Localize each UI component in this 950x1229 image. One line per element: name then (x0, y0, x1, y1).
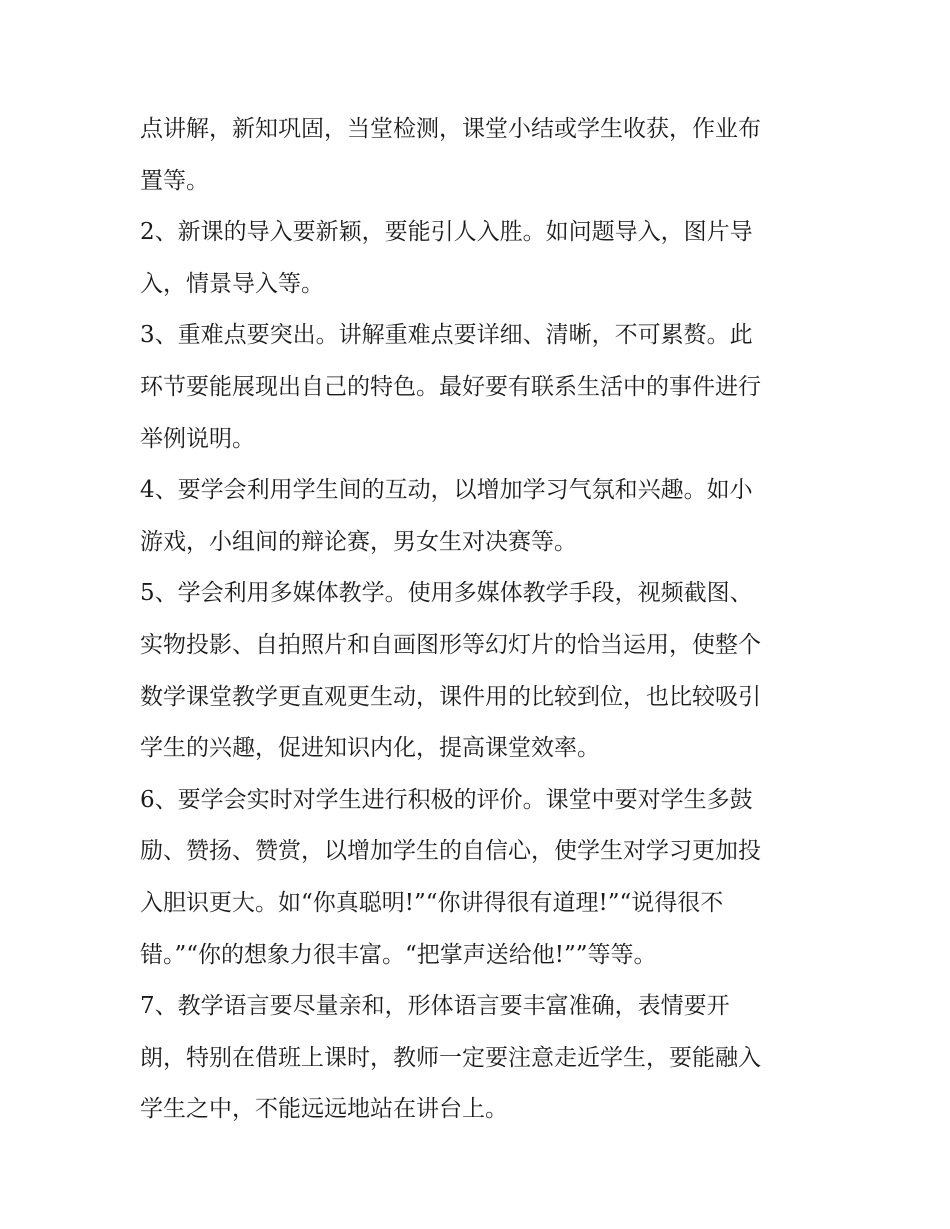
text-line: 5、学会利用多媒体教学。使用多媒体教学手段，视频截图、 (140, 580, 753, 607)
text-line: 环节要能展现出自己的特色。最好要有联系生活中的事件进行 (140, 373, 761, 400)
text-line: 数学课堂教学更直观更生动，课件用的比较到位，也比较吸引 (140, 683, 761, 710)
text-line: 3、重难点要突出。讲解重难点要详细、清晰，不可累赘。此 (140, 322, 753, 349)
text-line: 错。”“你的想象力很丰富。“把掌声送给他!””等等。 (140, 941, 657, 968)
text-line: 6、要学会实时对学生进行积极的评价。课堂中要对学生多鼓 (140, 786, 753, 813)
text-line: 点讲解，新知巩固，当堂检测，课堂小结或学生收获，作业布 (140, 116, 761, 142)
text-line: 4、要学会利用学生间的互动，以增加学习气氛和兴趣。如小 (140, 477, 753, 504)
text-line: 游戏，小组间的辩论赛，男女生对决赛等。 (140, 528, 577, 555)
text-line: 励、赞扬、赞赏，以增加学生的自信心，使学生对学习更加投 (140, 838, 761, 865)
text-line: 入，情景导入等。 (140, 270, 324, 297)
document-body (140, 104, 820, 1136)
text-line: 实物投影、自拍照片和自画图形等幻灯片的恰当运用，使整个 (140, 631, 761, 658)
text-line: 2、新课的导入要新颖，要能引人入胜。如问题导入，图片导 (140, 219, 753, 246)
text-line: 入胆识更大。如“你真聪明!”“你讲得很有道理!”“说得很不 (140, 889, 724, 916)
text-line: 置等。 (140, 167, 209, 194)
text-line: 学生之中，不能远远地站在讲台上。 (140, 1096, 508, 1123)
text-line: 朗，特别在借班上课时，教师一定要注意走近学生，要能融入 (140, 1044, 761, 1071)
text-line: 学生的兴趣，促进知识内化，提高课堂效率。 (140, 735, 600, 762)
text-line: 举例说明。 (140, 425, 255, 452)
text-line: 7、教学语言要尽量亲和，形体语言要丰富准确，表情要开 (140, 993, 730, 1020)
